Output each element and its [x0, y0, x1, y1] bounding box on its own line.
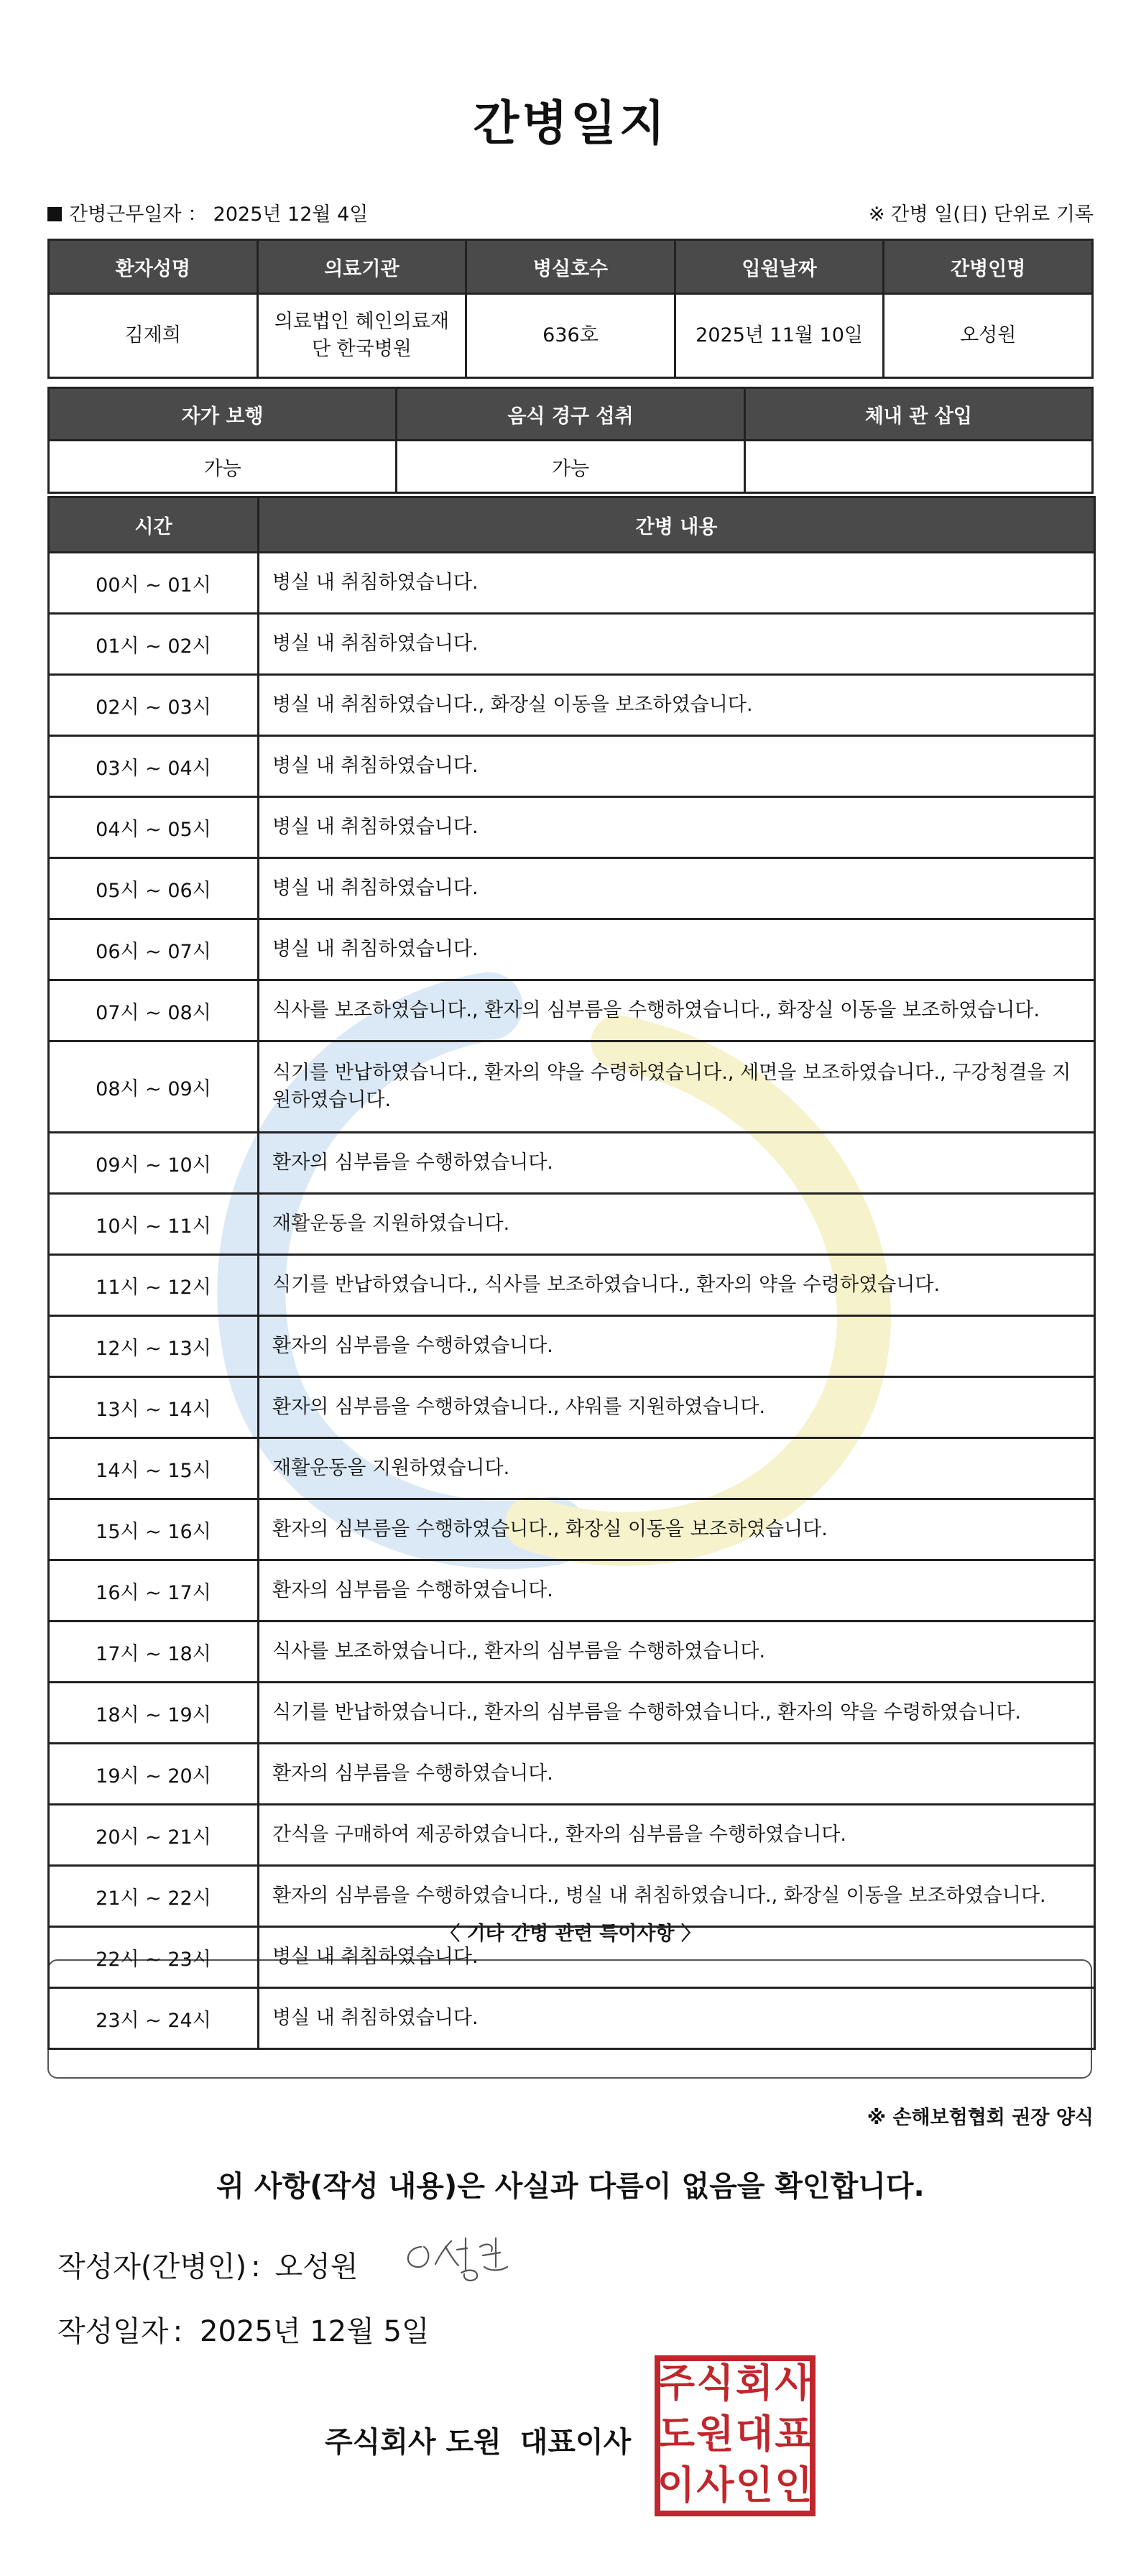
- writer-name: 오성원: [274, 2250, 359, 2283]
- time-slot: 13시 ~ 14시: [49, 1377, 259, 1438]
- seal-char: 주: [657, 2360, 696, 2406]
- time-slot: 14시 ~ 15시: [49, 1438, 259, 1499]
- time-slot: 03시 ~ 04시: [49, 736, 259, 797]
- table-row: [49, 797, 1095, 858]
- time-slot: 23시 ~ 24시: [49, 1988, 259, 2049]
- reference-mark: ※: [868, 203, 885, 226]
- header-oral-intake: 음식 경구 섭취: [397, 388, 744, 441]
- hourly-care-log-table: [47, 496, 1096, 2050]
- header-time: 시간: [49, 497, 259, 553]
- care-content: 식사를 보조하였습니다., 환자의 심부름을 수행하였습니다., 화장실 이동을 보조하였습니다.: [259, 980, 1095, 1041]
- table-row: [49, 1560, 1095, 1622]
- unit-note: [869, 198, 1094, 226]
- ceo-title: 대표이사: [519, 2426, 632, 2459]
- subheader: [47, 196, 1094, 227]
- time-slot: 15시 ~ 16시: [49, 1499, 259, 1560]
- room-number: 636호: [466, 294, 675, 378]
- caregiver-name: 오성원: [884, 294, 1093, 378]
- table-row: [49, 1988, 1095, 2049]
- table-row: [49, 1316, 1095, 1377]
- writer-row: [57, 2244, 358, 2285]
- written-date: 2025년 12월 5일: [200, 2315, 430, 2348]
- care-content: 병실 내 취침하였습니다.: [259, 553, 1095, 614]
- table-row: [49, 858, 1095, 919]
- header-room: 병실호수: [466, 240, 675, 294]
- hospital-name: 의료법인 혜인의료재단 한국병원: [257, 294, 466, 378]
- care-content: 재활운동을 지원하였습니다.: [259, 1194, 1095, 1255]
- header-tube-insertion: 체내 관 삽입: [744, 388, 1092, 441]
- header-hospital: 의료기관: [257, 240, 466, 294]
- time-slot: 05시 ~ 06시: [49, 858, 259, 919]
- time-slot: 09시 ~ 10시: [49, 1133, 259, 1194]
- seal-char: 인: [775, 2462, 813, 2508]
- time-slot: 11시 ~ 12시: [49, 1255, 259, 1316]
- time-slot: 16시 ~ 17시: [49, 1560, 259, 1622]
- care-content: 환자의 심부름을 수행하였습니다.: [259, 1744, 1095, 1805]
- handwritten-signature: [399, 2231, 514, 2287]
- header-admission-date: 입원날짜: [675, 240, 884, 294]
- seal-char: 도: [657, 2411, 696, 2457]
- time-slot: 10시 ~ 11시: [49, 1194, 259, 1255]
- seal-characters: [657, 2360, 813, 2508]
- colon-separator: ：: [181, 203, 213, 226]
- table-row: [49, 675, 1095, 736]
- self-walking-value: 가능: [49, 441, 397, 493]
- time-slot: 21시 ~ 22시: [49, 1866, 259, 1927]
- care-content: 간식을 구매하여 제공하였습니다., 환자의 심부름을 수행하였습니다.: [259, 1805, 1095, 1866]
- time-slot: 01시 ~ 02시: [49, 614, 259, 675]
- table-header-row: [49, 497, 1095, 553]
- care-content: 환자의 심부름을 수행하였습니다.: [259, 1316, 1095, 1377]
- care-content: 식기를 반납하였습니다., 환자의 약을 수령하였습니다., 세면을 보조하였습니다., 구강청결을 지원하였습니다.: [259, 1041, 1095, 1133]
- unit-note-text: 간병 일(日) 단위로 기록: [890, 203, 1094, 226]
- table-row: [49, 294, 1093, 378]
- colon-separator: :: [172, 2315, 183, 2348]
- table-row: [49, 1041, 1095, 1133]
- work-date-label: 간병근무일자: [69, 203, 182, 226]
- black-square-icon: [47, 207, 62, 221]
- tube-insertion-value: [744, 441, 1092, 493]
- table-row: [49, 614, 1095, 675]
- care-content: 재활운동을 지원하였습니다.: [259, 1438, 1095, 1499]
- care-content: 병실 내 취침하였습니다.: [259, 1988, 1095, 2049]
- work-date: [47, 198, 368, 226]
- written-date-label: 작성일자: [57, 2315, 169, 2348]
- seal-char: 사: [696, 2462, 734, 2508]
- care-content: 환자의 심부름을 수행하였습니다.: [259, 1133, 1095, 1194]
- care-content: 환자의 심부름을 수행하였습니다.: [259, 1560, 1095, 1622]
- time-slot: 18시 ~ 19시: [49, 1683, 259, 1744]
- work-date-value: 2025년 12월 4일: [213, 203, 369, 226]
- care-content: 병실 내 취침하였습니다.: [259, 797, 1095, 858]
- oral-intake-value: 가능: [397, 441, 744, 493]
- table-row: [49, 1194, 1095, 1255]
- time-slot: 22시 ~ 23시: [49, 1927, 259, 1988]
- table-row: [49, 736, 1095, 797]
- seal-char: 이: [657, 2462, 696, 2508]
- table-row: [49, 1133, 1095, 1194]
- header-patient-name: 환자성명: [49, 240, 258, 294]
- table-row: [49, 1744, 1095, 1805]
- patient-name: 김제희: [49, 294, 258, 378]
- company-row: [325, 2419, 631, 2460]
- time-slot: 12시 ~ 13시: [49, 1316, 259, 1377]
- document-title: 간병일지: [473, 96, 668, 151]
- time-slot: 08시 ~ 09시: [49, 1041, 259, 1133]
- table-row: [49, 1499, 1095, 1560]
- header-care-content: 간병 내용: [259, 497, 1095, 553]
- table-row: [49, 1377, 1095, 1438]
- seal-char: 원: [696, 2411, 734, 2457]
- care-content: 병실 내 취침하였습니다., 화장실 이동을 보조하였습니다.: [259, 675, 1095, 736]
- care-content: 식기를 반납하였습니다., 식사를 보조하였습니다., 환자의 약을 수령하였습니다.: [259, 1255, 1095, 1316]
- special-notes-title: 〈 기타 간병 관련 특이사항 〉: [440, 1923, 701, 1945]
- time-slot: 04시 ~ 05시: [49, 797, 259, 858]
- patient-status-table: [47, 387, 1094, 494]
- table-row: [49, 1683, 1095, 1744]
- seal-char: 회: [735, 2360, 774, 2406]
- table-row: [49, 919, 1095, 980]
- care-content: 병실 내 취침하였습니다.: [259, 919, 1095, 980]
- table-header-row: [49, 388, 1093, 441]
- seal-char: 표: [775, 2411, 813, 2457]
- header-caregiver-name: 간병인명: [884, 240, 1093, 294]
- table-row: [49, 1438, 1095, 1499]
- seal-char: 사: [775, 2360, 813, 2406]
- seal-char: 식: [696, 2360, 734, 2406]
- care-content: 병실 내 취침하였습니다.: [259, 614, 1095, 675]
- table-row: [49, 1805, 1095, 1866]
- table-row: [49, 1927, 1095, 1988]
- colon-separator: :: [251, 2250, 261, 2283]
- care-content: 병실 내 취침하였습니다.: [259, 736, 1095, 797]
- table-row: [49, 980, 1095, 1041]
- care-content: 식기를 반납하였습니다., 환자의 심부름을 수행하였습니다., 환자의 약을 수령하였습니다.: [259, 1683, 1095, 1744]
- care-content: 환자의 심부름을 수행하였습니다., 샤워를 지원하였습니다.: [259, 1377, 1095, 1438]
- time-slot: 20시 ~ 21시: [49, 1805, 259, 1866]
- writer-label: 작성자(간병인): [57, 2250, 247, 2283]
- written-date-row: [57, 2309, 430, 2350]
- time-slot: 02시 ~ 03시: [49, 675, 259, 736]
- time-slot: 17시 ~ 18시: [49, 1622, 259, 1683]
- table-row: [49, 1866, 1095, 1927]
- header-self-walking: 자가 보행: [49, 388, 397, 441]
- seal-char: 대: [735, 2411, 774, 2457]
- time-slot: 00시 ~ 01시: [49, 553, 259, 614]
- company-seal-stamp: [654, 2355, 816, 2517]
- time-slot: 19시 ~ 20시: [49, 1744, 259, 1805]
- table-row: [49, 441, 1093, 493]
- care-content: 병실 내 취침하였습니다.: [259, 858, 1095, 919]
- insurance-association-note: ※ 손해보험협회 권장 양식: [867, 2107, 1094, 2129]
- table-row: [49, 1255, 1095, 1316]
- table-header-row: [49, 240, 1093, 294]
- company-name: 주식회사 도원: [325, 2426, 502, 2459]
- patient-info-table: [47, 239, 1094, 379]
- care-content: 환자의 심부름을 수행하였습니다., 병실 내 취침하였습니다., 화장실 이동을 보조하였습니다.: [259, 1866, 1095, 1927]
- time-slot: 06시 ~ 07시: [49, 919, 259, 980]
- table-row: [49, 1622, 1095, 1683]
- admission-date: 2025년 11월 10일: [675, 294, 884, 378]
- care-content: 환자의 심부름을 수행하였습니다., 화장실 이동을 보조하였습니다.: [259, 1499, 1095, 1560]
- log-rows: [49, 553, 1095, 2049]
- table-row: [49, 553, 1095, 614]
- confirmation-statement: 위 사항(작성 내용)은 사실과 다름이 없음을 확인합니다.: [216, 2170, 925, 2203]
- care-content: 식사를 보조하였습니다., 환자의 심부름을 수행하였습니다.: [259, 1622, 1095, 1683]
- care-content: 병실 내 취침하였습니다.: [259, 1927, 1095, 1988]
- time-slot: 07시 ~ 08시: [49, 980, 259, 1041]
- seal-char: 인: [735, 2462, 774, 2508]
